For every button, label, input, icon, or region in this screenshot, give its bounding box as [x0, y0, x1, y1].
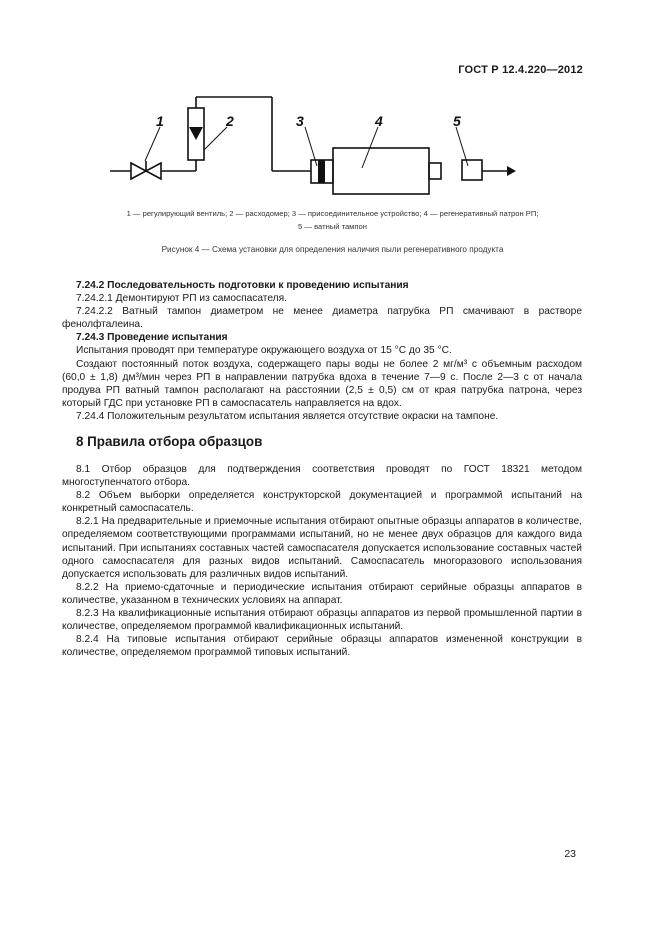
paragraph-7-24-2-2: 7.24.2.2 Ватный тампон диаметром не менее диаметра патрубка РП смачивают в растворе фенолфталеина. [62, 306, 582, 331]
subsection-7-24-3-title: 7.24.3 Проведение испытания [76, 332, 228, 344]
figure-legend-line-1: 1 — регулирующий вентиль; 2 — расходомер; 3 — присоединительное устройство; 4 — регенеративный патрон РП; [126, 209, 539, 218]
paragraph-8-2: 8.2 Объем выборки определяется конструкторской документацией и программой испытаний на конкретный самоспасатель. [62, 490, 582, 515]
connector-fill [318, 160, 325, 183]
paragraph-8-2-2: 8.2.2 На приемо-сдаточные и периодические испытания отбирают серийные образцы аппаратов в количестве, указанном в технических условиях на аппарат. [62, 581, 582, 606]
cartridge-outlet [429, 163, 441, 179]
section-8-title: 8 Правила отбора образцов [76, 434, 263, 449]
leader-1 [145, 127, 160, 161]
paragraph-8-1: 8.1 Отбор образцов для подтверждения соответствия проводят по ГОСТ 18321 методом многоступенчатого отбора. [62, 464, 582, 489]
paragraph-8-2-4: 8.2.4 На типовые испытания отбирают серийные образцы аппаратов измененной конструкции в количестве, определяемом программой типовых испытаний. [62, 634, 582, 659]
page-number: 23 [564, 848, 576, 860]
figure-caption: Рисунок 4 — Схема установки для определения наличия пыли регенеративного продукта [161, 245, 504, 254]
fig-label-3: 3 [296, 113, 304, 129]
paragraph-7-24-3-procedure: Создают постоянный поток воздуха, содержащего пары воды не более 2 мг/м³ с объемным расходом (60,0 ± 1,8) дм³/мин через РП в направлении патрубка вдоха в течение 7—9 с. После 2—3 с от начала продува РП ватный тампон располагают на расстоянии (2,5 ± 0,5) см от края патрубка патрона, через который ГДС при установке РП в самоспасатель направляется на вдох. [62, 358, 582, 409]
fig-label-2: 2 [226, 113, 234, 129]
outlet-arrow-icon [507, 166, 516, 176]
paragraph-7-24-3-temperature: Испытания проводят при температуре окружающего воздуха от 15 °С до 35 °С. [76, 345, 452, 357]
section-8-block [62, 463, 582, 659]
cotton-swab [462, 160, 482, 180]
regenerative-cartridge [333, 148, 429, 194]
paragraph-7-24-4: 7.24.4 Положительным результатом испытания является отсутствие окраски на тампоне. [76, 410, 499, 422]
section-7-24-block [62, 279, 582, 423]
document-header: ГОСТ Р 12.4.220—2012 [458, 64, 583, 76]
flowmeter-float [189, 127, 203, 140]
test-setup-diagram [0, 0, 661, 210]
leader-2 [204, 127, 227, 150]
paragraph-8-2-1: 8.2.1 На предварительные и приемочные испытания отбирают опытные образцы аппаратов в количестве, определяемом соответствующими программами испытаний, но не менее двух образцов для каждого вида испытаний. При испытаниях составных частей самоспасателя допускается использование составных частей одного самоспасателя для разных видов испытаний. Самоспасатель многоразового использования допускается использовать для различных видов испытаний. [62, 516, 582, 580]
subsection-7-24-2-title: 7.24.2 Последовательность подготовки к проведению испытания [76, 280, 409, 291]
fig-label-4: 4 [375, 113, 383, 129]
figure-legend-line-2: 5 — ватный тампон [298, 222, 367, 231]
fig-label-5: 5 [453, 113, 461, 129]
paragraph-8-2-3: 8.2.3 На квалификационные испытания отбирают образцы аппаратов из первой промышленной партии в количестве, определяемом программой квалификационных испытаний. [62, 608, 582, 633]
paragraph-7-24-2-1: 7.24.2.1 Демонтируют РП из самоспасателя. [76, 293, 287, 305]
fig-label-1: 1 [156, 113, 164, 129]
